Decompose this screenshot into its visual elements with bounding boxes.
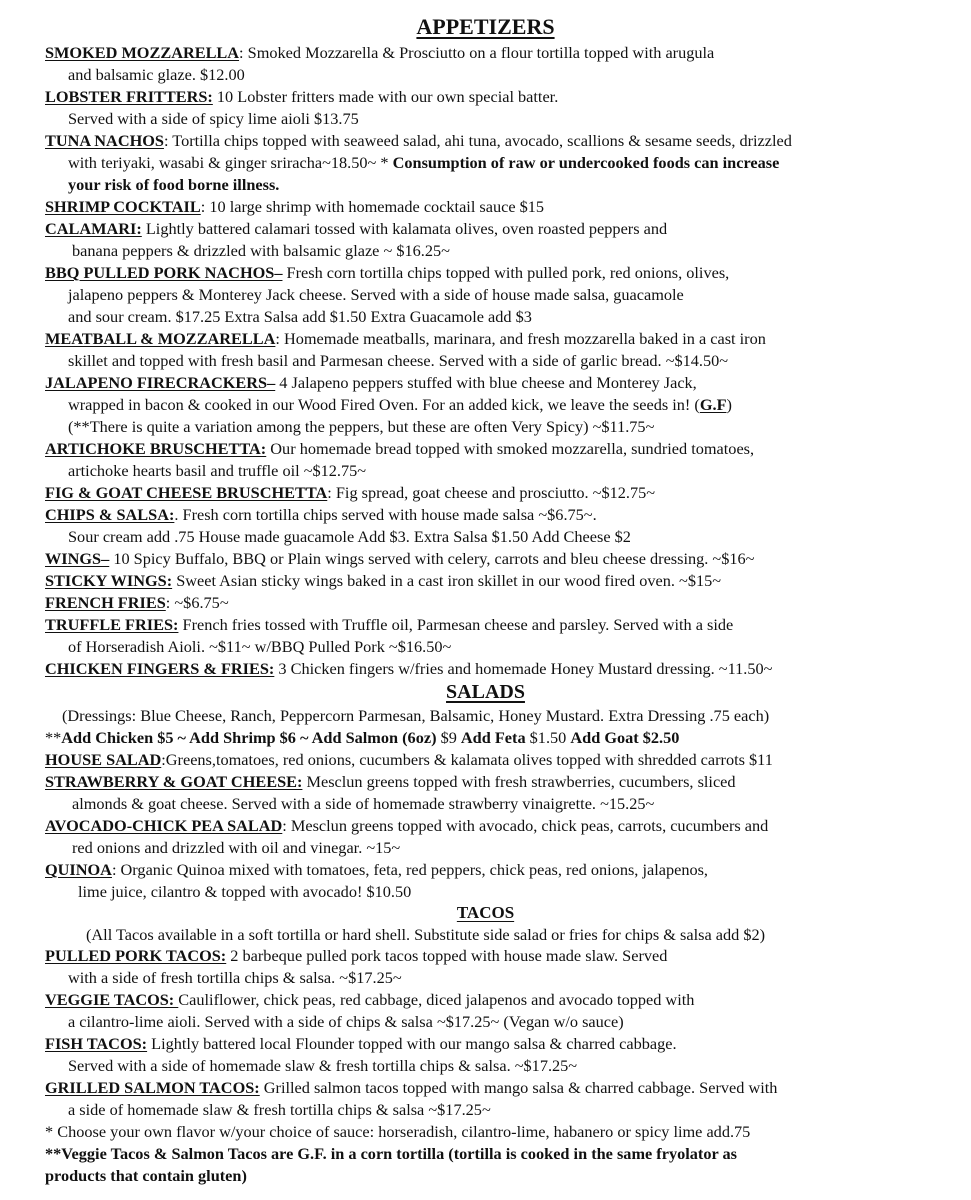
item-description: . Fresh corn tortilla chips served with house made salsa ~$6.75~. bbox=[174, 505, 597, 524]
item-description: : Mesclun greens topped with avocado, chick peas, carrots, cucumbers and bbox=[282, 816, 769, 835]
wings-item bbox=[45, 549, 754, 569]
item-description-cont: wrapped in bacon & cooked in our Wood Fired Oven. For an added kick, we leave the seeds in! (G.F) bbox=[68, 395, 732, 414]
item-description: Smoked Mozzarella & Prosciutto on a flour tortilla topped with arugula bbox=[243, 43, 715, 62]
item-description-cont: of Horseradish Aioli. ~$11~ w/BBQ Pulled Pork ~$16.50~ bbox=[68, 637, 452, 656]
item-description-cont: jalapeno peppers & Monterey Jack cheese. Served with a side of house made salsa, guacamole bbox=[68, 285, 684, 304]
item-description-cont: Sour cream add .75 House made guacamole Add $3. Extra Salsa $1.50 Add Cheese $2 bbox=[68, 527, 631, 546]
item-description: Mesclun greens topped with fresh strawberries, cucumbers, sliced bbox=[302, 772, 736, 791]
item-description: : Tortilla chips topped with seaweed salad, ahi tuna, avocado, scallions & sesame seeds, drizzled bbox=[163, 131, 792, 150]
item-description: Sweet Asian sticky wings baked in a cast iron skillet in our wood fired oven. ~$15~ bbox=[172, 571, 722, 590]
lobster-fritters-item bbox=[45, 87, 558, 107]
veggie-tacos-item bbox=[45, 990, 694, 1010]
fig-goat-cheese-bruschetta-item bbox=[45, 483, 655, 503]
item-description-cont: with a side of fresh tortilla chips & salsa. ~$17.25~ bbox=[68, 968, 402, 987]
shrimp-cocktail-item bbox=[45, 197, 544, 217]
gluten-free-note-cont: products that contain gluten) bbox=[45, 1166, 247, 1185]
item-description: : Organic Quinoa mixed with tomatoes, feta, red peppers, chick peas, red onions, jalapenos, bbox=[111, 860, 709, 879]
item-description-cont: and sour cream. $17.25 Extra Salsa add $1.50 Extra Guacamole add $3 bbox=[68, 307, 532, 326]
item-description: Our homemade bread topped with smoked mozzarella, sundried tomatoes, bbox=[266, 439, 755, 458]
artichoke-bruschetta-item bbox=[45, 439, 754, 459]
item-name: TRUFFLE FRIES: bbox=[45, 615, 179, 634]
strawberry-goat-cheese-item bbox=[45, 772, 736, 792]
smoked-mozzarella-item: SMOKED MOZZARELLA: Smoked Mozzarella & Prosciutto on a flour tortilla topped with arugula bbox=[45, 43, 715, 62]
item-name: WINGS– bbox=[45, 549, 110, 568]
item-name: FIG & GOAT CHEESE BRUSCHETTA bbox=[45, 483, 328, 502]
meatball-mozzarella-item bbox=[45, 329, 766, 349]
item-name: FRENCH FRIES bbox=[45, 593, 166, 612]
item-description: Cauliflower, chick peas, red cabbage, diced jalapenos and avocado topped with bbox=[178, 990, 695, 1009]
item-name: MEATBALL & MOZZARELLA bbox=[45, 329, 276, 348]
chicken-fingers-fries-item bbox=[45, 659, 772, 679]
bbq-pulled-pork-nachos-item bbox=[45, 263, 729, 283]
item-name: CALAMARI: bbox=[45, 219, 142, 238]
item-description-cont: with teriyaki, wasabi & ginger sriracha~18.50~ * Consumption of raw or undercooked foods can increase bbox=[68, 153, 780, 172]
item-name: HOUSE SALAD bbox=[45, 750, 162, 769]
pulled-pork-tacos-item bbox=[45, 946, 667, 966]
item-name: PULLED PORK TACOS: bbox=[45, 946, 227, 965]
item-description-cont: artichoke hearts basil and truffle oil ~$12.75~ bbox=[68, 461, 367, 480]
salads-heading: SALADS bbox=[446, 681, 525, 703]
item-description: :Greens,tomatoes, red onions, cucumbers & kalamata olives topped with shredded carrots $11 bbox=[161, 750, 773, 769]
item-name: GRILLED SALMON TACOS: bbox=[45, 1078, 260, 1097]
sauce-note: * Choose your own flavor w/your choice of sauce: horseradish, cilantro-lime, habanero or spicy lime add.75 bbox=[45, 1122, 751, 1141]
item-description: Fresh corn tortilla chips topped with pulled pork, red onions, olives, bbox=[282, 263, 730, 282]
item-description: 4 Jalapeno peppers stuffed with blue cheese and Monterey Jack, bbox=[275, 373, 697, 392]
house-salad-item bbox=[45, 750, 773, 770]
item-name: VEGGIE TACOS: bbox=[45, 990, 179, 1009]
item-description: : 10 large shrimp with homemade cocktail sauce $15 bbox=[200, 197, 545, 216]
item-description-cont: a side of homemade slaw & fresh tortilla chips & salsa ~$17.25~ bbox=[68, 1100, 491, 1119]
tacos-heading: TACOS bbox=[456, 903, 515, 922]
item-description-cont: skillet and topped with fresh basil and Parmesan cheese. Served with a side of garlic bread. ~$14.50~ bbox=[68, 351, 729, 370]
appetizers-heading: APPETIZERS bbox=[416, 14, 555, 39]
chips-salsa-item bbox=[45, 505, 597, 525]
item-name: LOBSTER FRITTERS: bbox=[45, 87, 213, 106]
item-description: 2 barbeque pulled pork tacos topped with house made slaw. Served bbox=[226, 946, 668, 965]
item-name: TUNA NACHOS bbox=[45, 131, 164, 150]
item-name: CHICKEN FINGERS & FRIES: bbox=[45, 659, 275, 678]
item-name: SMOKED MOZZARELLA bbox=[45, 43, 240, 62]
item-name: STRAWBERRY & GOAT CHEESE: bbox=[45, 772, 303, 791]
item-name: FISH TACOS: bbox=[45, 1034, 148, 1053]
item-description: : ~$6.75~ bbox=[165, 593, 229, 612]
item-name: QUINOA bbox=[45, 860, 112, 879]
sticky-wings-item bbox=[45, 571, 721, 591]
avocado-chick-pea-salad-item bbox=[45, 816, 768, 836]
item-description: : Fig spread, goat cheese and prosciutto. ~$12.75~ bbox=[327, 483, 656, 502]
item-name: BBQ PULLED PORK NACHOS– bbox=[45, 263, 283, 282]
french-fries-item bbox=[45, 593, 229, 613]
grilled-salmon-tacos-item bbox=[45, 1078, 777, 1098]
jalapeno-firecrackers-item bbox=[45, 373, 697, 393]
gluten-free-note: **Veggie Tacos & Salmon Tacos are G.F. in a corn tortilla (tortilla is cooked in the same fryolator as bbox=[45, 1144, 737, 1163]
item-name: ARTICHOKE BRUSCHETTA: bbox=[45, 439, 267, 458]
item-description-cont: and balsamic glaze. $12.00 bbox=[68, 65, 245, 84]
item-description-cont: banana peppers & drizzled with balsamic glaze ~ $16.25~ bbox=[72, 241, 450, 260]
tacos-note: (All Tacos available in a soft tortilla or hard shell. Substitute side salad or fries for chips & salsa add $2) bbox=[86, 925, 766, 944]
item-name: SHRIMP COCKTAIL bbox=[45, 197, 201, 216]
item-description-cont: lime juice, cilantro & topped with avocado! $10.50 bbox=[78, 882, 412, 901]
item-description: : Homemade meatballs, marinara, and fresh mozzarella baked in a cast iron bbox=[275, 329, 766, 348]
item-description-cont: red onions and drizzled with oil and vinegar. ~15~ bbox=[72, 838, 401, 857]
item-description: Lightly battered local Flounder topped with our mango salsa & charred cabbage. bbox=[147, 1034, 677, 1053]
gluten-free-badge: G.F bbox=[699, 395, 727, 414]
item-name: STICKY WINGS: bbox=[45, 571, 173, 590]
item-description-cont: a cilantro-lime aioli. Served with a side of chips & salsa ~$17.25~ (Vegan w/o sauce) bbox=[68, 1012, 624, 1031]
fish-tacos-item bbox=[45, 1034, 677, 1054]
truffle-fries-item bbox=[45, 615, 733, 635]
item-description-cont: almonds & goat cheese. Served with a side of homemade strawberry vinaigrette. ~15.25~ bbox=[72, 794, 655, 813]
dressings-note: (Dressings: Blue Cheese, Ranch, Peppercorn Parmesan, Balsamic, Honey Mustard. Extra Dressing .75 each) bbox=[62, 706, 770, 725]
item-description-cont: (**There is quite a variation among the peppers, but these are often Very Spicy) ~$11.75~ bbox=[68, 417, 655, 436]
item-name: CHIPS & SALSA: bbox=[45, 505, 175, 524]
item-description: 3 Chicken fingers w/fries and homemade Honey Mustard dressing. ~11.50~ bbox=[274, 659, 773, 678]
raw-food-warning: Consumption of raw or undercooked foods can increase bbox=[392, 153, 780, 172]
salad-addons: **Add Chicken $5 ~ Add Shrimp $6 ~ Add Salmon (6oz) $9 Add Feta $1.50 Add Goat $2.50 bbox=[45, 728, 680, 747]
calamari-item bbox=[45, 219, 667, 239]
quinoa-item bbox=[45, 860, 708, 880]
tuna-nachos-item bbox=[45, 131, 792, 151]
item-description: French fries tossed with Truffle oil, Parmesan cheese and parsley. Served with a side bbox=[178, 615, 734, 634]
item-description: 10 Lobster fritters made with our own special batter. bbox=[212, 87, 559, 106]
item-name: JALAPENO FIRECRACKERS– bbox=[45, 373, 276, 392]
item-description: 10 Spicy Buffalo, BBQ or Plain wings served with celery, carrots and bleu cheese dressing. ~$16~ bbox=[109, 549, 755, 568]
item-name: AVOCADO-CHICK PEA SALAD bbox=[45, 816, 283, 835]
item-description: Grilled salmon tacos topped with mango salsa & charred cabbage. Served with bbox=[259, 1078, 778, 1097]
item-description-cont: Served with a side of spicy lime aioli $13.75 bbox=[68, 109, 359, 128]
item-description-cont: Served with a side of homemade slaw & fresh tortilla chips & salsa. ~$17.25~ bbox=[68, 1056, 578, 1075]
raw-food-warning-cont: your risk of food borne illness. bbox=[68, 175, 280, 194]
item-description: Lightly battered calamari tossed with kalamata olives, oven roasted peppers and bbox=[141, 219, 668, 238]
